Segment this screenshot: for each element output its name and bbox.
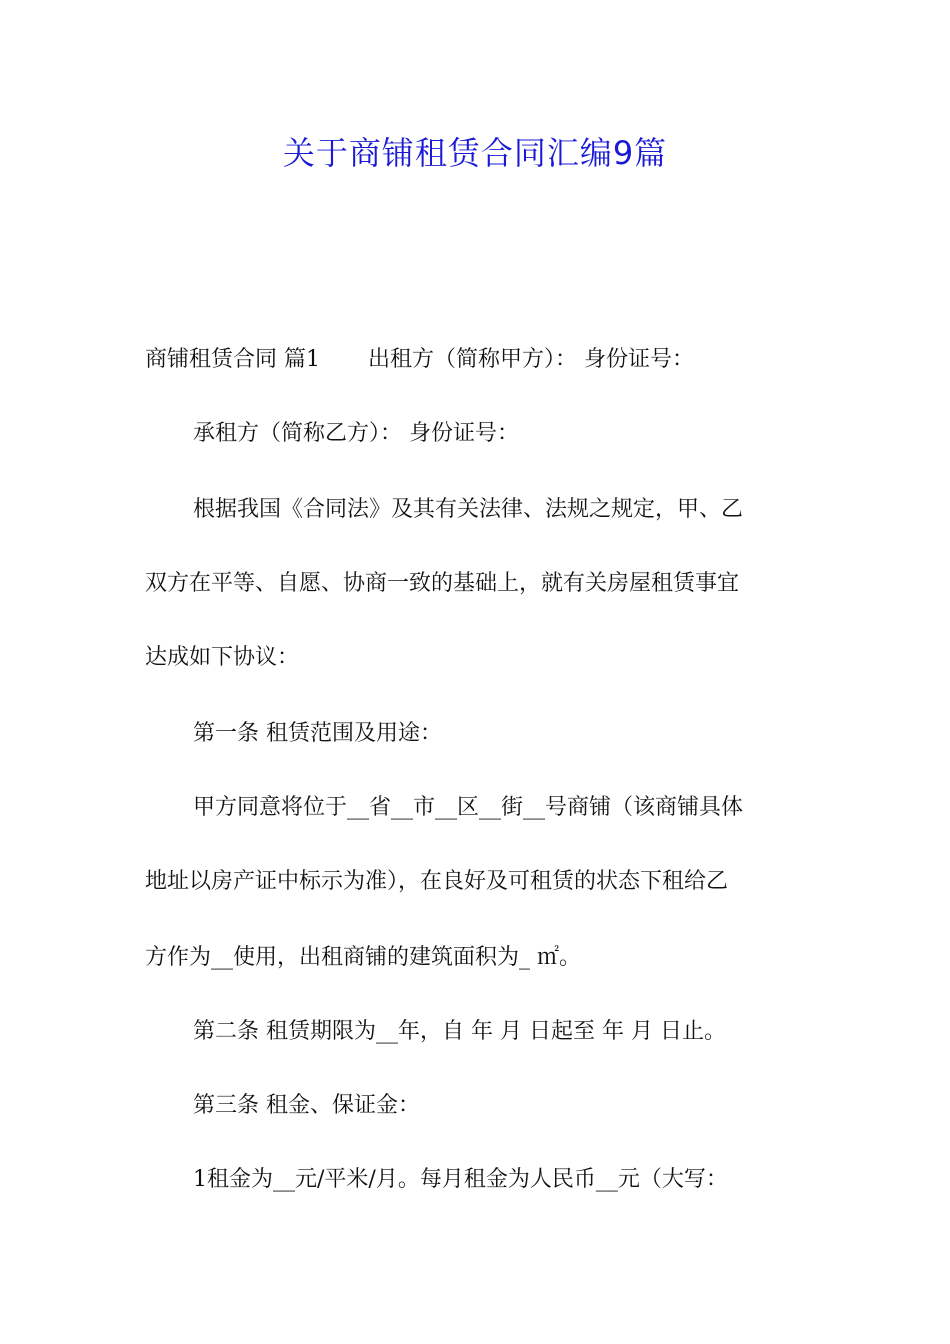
paragraph-line: 1租金为__元/平米/月。每月租金为人民币__元（大写： [193, 1167, 728, 1192]
paragraph-line: 达成如下协议： [145, 645, 300, 670]
lessor-info: 出租方（简称甲方）： 身份证号： [368, 347, 694, 372]
article-heading: 第三条 租金、保证金： [193, 1093, 420, 1118]
paragraph-line: 方作为__使用，出租商铺的建筑面积为_ ㎡。 [145, 945, 581, 970]
document-title: 关于商铺租赁合同汇编9篇 [282, 134, 668, 172]
section-heading: 商铺租赁合同 篇1 [145, 347, 320, 372]
article-heading: 第二条 租赁期限为__年，自 年 月 日起至 年 月 日止。 [193, 1019, 726, 1044]
paragraph-line: 甲方同意将位于__省__市__区__街__号商铺（该商铺具体 [193, 795, 744, 820]
paragraph-line [145, 340, 810, 380]
article-heading: 第一条 租赁范围及用途： [193, 721, 442, 746]
paragraph-line: 地址以房产证中标示为准），在良好及可租赁的状态下租给乙 [145, 869, 729, 894]
paragraph-line: 根据我国《合同法》及其有关法律、法规之规定，甲、乙 [193, 497, 744, 522]
paragraph-line: 双方在平等、自愿、协商一致的基础上，就有关房屋租赁事宜 [145, 571, 740, 596]
paragraph-line: 承租方（简称乙方）： 身份证号： [193, 421, 519, 446]
